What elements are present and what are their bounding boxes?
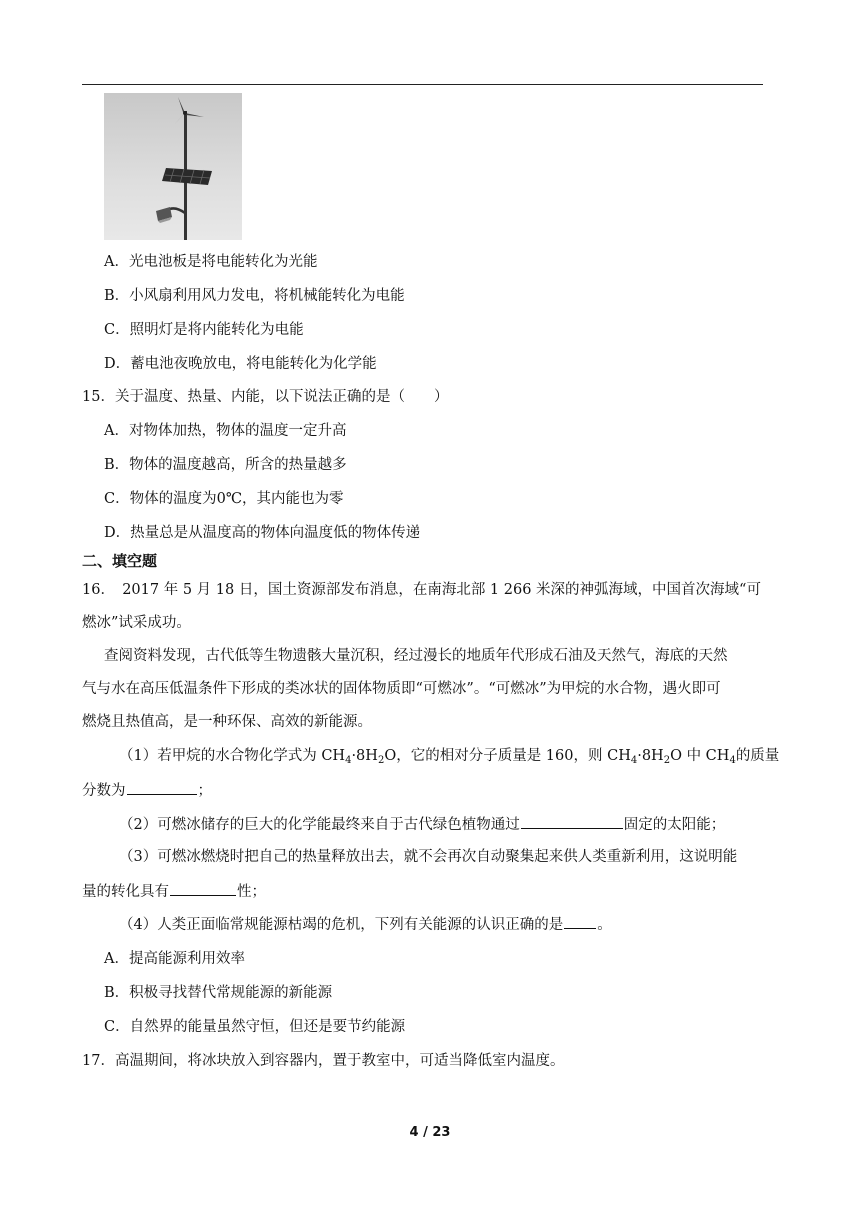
s1b: ·8H (351, 748, 378, 764)
answer-blank-1[interactable] (127, 780, 197, 795)
q16-para2: 气与水在高压低温条件下形成的类冰状的固体物质即“可燃冰”。“可燃冰”为甲烷的水合物，遇火即可 (82, 681, 721, 697)
s1f: 的质量 (735, 748, 780, 764)
s2b: 固定的太阳能； (623, 817, 726, 833)
q15-option-d: D．热量总是从温度高的物体向温度低的物体传递 (104, 525, 421, 541)
q16-sub1-line1 (119, 746, 779, 766)
q16-sub3-line2 (82, 881, 266, 902)
s1a: （1）若甲烷的水合物化学式为 CH (119, 748, 346, 764)
option-c: C．照明灯是将内能转化为电能 (104, 322, 304, 338)
q16-sub3-line1: （3）可燃冰燃烧时把自己的热量释放出去，就不会再次自动聚集起来供人类重新利用，这说明能 (119, 849, 738, 865)
s4b: 。 (597, 917, 612, 933)
option-d: D．蓄电池夜晚放电，将电能转化为化学能 (104, 356, 377, 372)
q16-option-a: A．提高能源利用效率 (104, 951, 245, 967)
subscript-4: 4 (729, 755, 736, 766)
s1h: ； (197, 783, 212, 799)
q16-line2: 燃冰”试采成功。 (82, 615, 191, 631)
answer-blank-4[interactable] (564, 914, 596, 929)
s1g: 分数为 (82, 783, 126, 799)
q16-sub4 (119, 914, 612, 935)
answer-blank-3[interactable] (170, 881, 236, 896)
q16-option-c: C．自然界的能量虽然守恒，但还是要节约能源 (104, 1019, 406, 1035)
q15-option-b: B．物体的温度越高，所含的热量越多 (104, 457, 347, 473)
s1e: O 中 CH (670, 748, 730, 764)
s2a: （2）可燃冰储存的巨大的化学能最终来自于古代绿色植物通过 (119, 817, 520, 833)
s3c: 性； (237, 884, 266, 900)
q16-sub2 (119, 814, 725, 835)
s1d: ·8H (637, 748, 664, 764)
section-heading: 二、填空题 (82, 552, 158, 570)
subscript-2: 2 (377, 755, 385, 766)
subscript-2: 2 (663, 755, 671, 766)
question-15-stem: 15．关于温度、热量、内能，以下说法正确的是（ ） (82, 389, 449, 405)
s1c: O，它的相对分子质量是 160，则 CH (384, 748, 631, 764)
q16-option-b: B．积极寻找替代常规能源的新能源 (104, 985, 333, 1001)
option-b: B．小风扇利用风力发电，将机械能转化为电能 (104, 288, 405, 304)
q16-para1: 查阅资料发现，古代低等生物遗骸大量沉积，经过漫长的地质年代形成石油及天然气，海底的天然 (104, 648, 728, 664)
s4a: （4）人类正面临常规能源枯竭的危机，下列有关能源的认识正确的是 (119, 917, 564, 933)
s3b: 量的转化具有 (82, 884, 169, 900)
question-17-stem: 17．高温期间，将冰块放入到容器内，置于教室中，可适当降低室内温度。 (82, 1053, 565, 1069)
option-a: A．光电池板是将电能转化为光能 (104, 254, 318, 270)
subscript-4: 4 (345, 755, 352, 766)
q16-line1: 16． 2017 年 5 月 18 日，国土资源部发布消息，在南海北部 1 266 米深的神弧海域，中国首次海域“可 (82, 582, 761, 598)
header-rule (82, 84, 763, 85)
answer-blank-2[interactable] (521, 814, 623, 829)
wind-solar-lamp-image (104, 93, 242, 240)
q15-option-a: A．对物体加热，物体的温度一定升高 (104, 423, 347, 439)
q16-sub1-line2 (82, 780, 212, 801)
page-number: 4 / 23 (409, 1125, 451, 1140)
subscript-4: 4 (630, 755, 638, 766)
q15-option-c: C．物体的温度为0℃，其内能也为零 (104, 491, 344, 507)
q16-para3: 燃烧且热值高，是一种环保、高效的新能源。 (82, 714, 372, 730)
